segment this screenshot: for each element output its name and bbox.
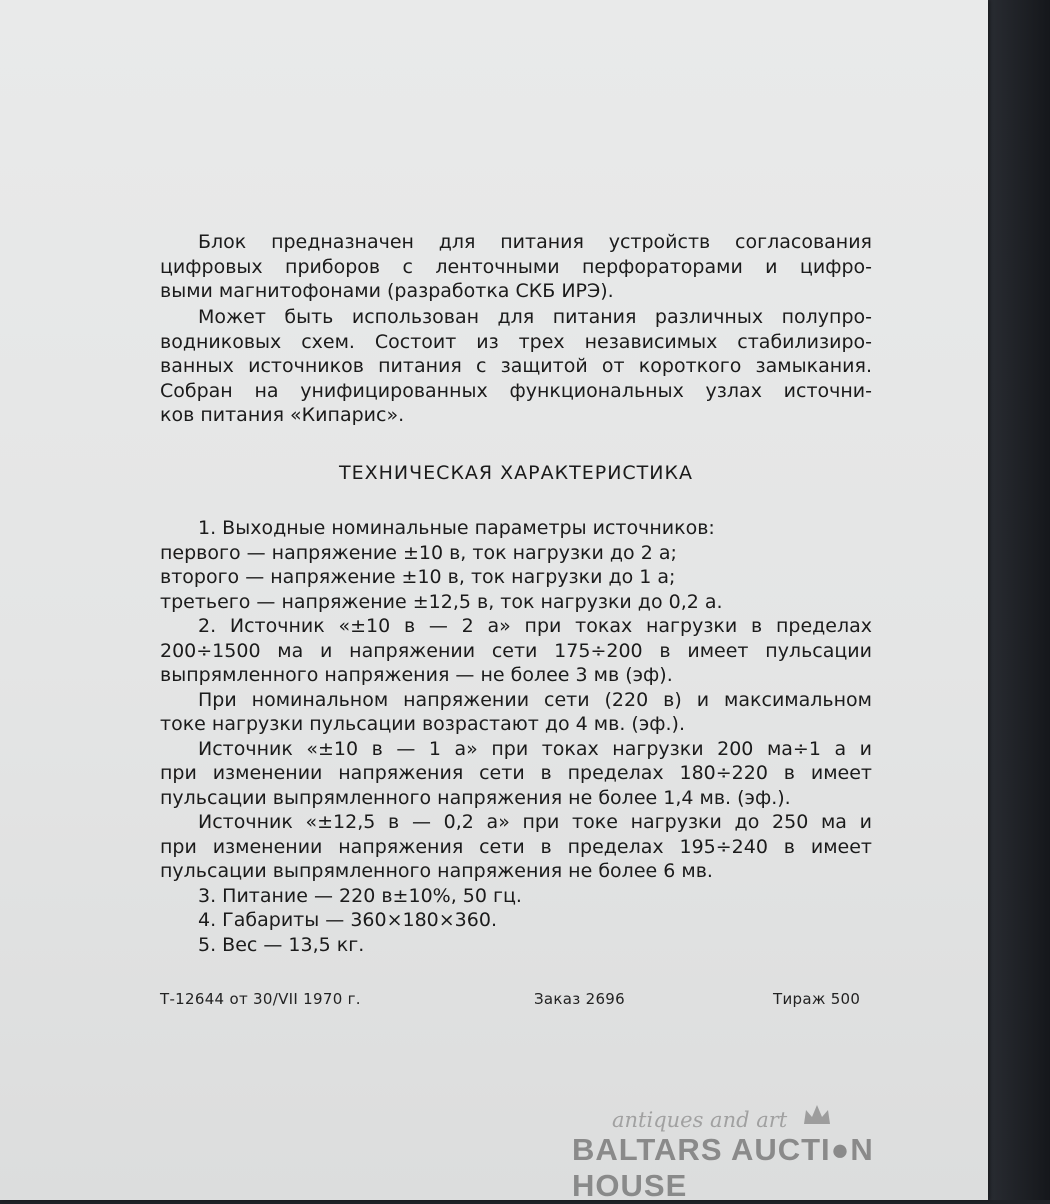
spec-line: выпрямленного напряжения — не более 3 мв (эф). xyxy=(160,664,673,686)
text-line: Собран на унифицированных функциональных узлах источни- xyxy=(160,379,872,402)
spec-line: Источник «±12,5 в — 0,2 а» при токе нагрузки до 250 ма и xyxy=(198,811,872,833)
spec-line: пульсации выпрямленного напряжения не более 6 мв. xyxy=(160,860,713,882)
watermark-logo: BALTARS AUCTI●N HOUSE xyxy=(572,1132,874,1203)
text-line: Может быть использован для питания различных полупро- xyxy=(198,306,872,328)
spec-line: 3. Питание — 220 в±10%, 50 гц. xyxy=(198,884,522,907)
spec-line: третьего — напряжение ±12,5 в, ток нагрузки до 0,2 а. xyxy=(160,590,723,613)
section-title: ТЕХНИЧЕСКАЯ ХАРАКТЕРИСТИКА xyxy=(339,462,693,484)
text-line: Блок предназначен для питания устройств согласования xyxy=(198,231,872,253)
text-line: ков питания «Кипарис». xyxy=(160,404,405,426)
spec-line: пульсации выпрямленного напряжения не более 1,4 мв. (эф.). xyxy=(160,786,791,809)
text-line: водниковых схем. Состоит из трех независимых стабилизиро- xyxy=(160,330,872,353)
watermark-script: antiques and art xyxy=(612,1108,788,1132)
text-line: выми магнитофонами (разработка СКБ ИРЭ). xyxy=(160,280,614,302)
spec-line: Источник «±10 в — 1 а» при токах нагрузки 200 ма÷1 а и xyxy=(198,737,872,760)
spec-line: 200÷1500 ма и напряжении сети 175÷200 в имеет пульсации xyxy=(160,639,872,662)
spec-line: первого — напряжение ±10 в, ток нагрузки до 2 а; xyxy=(160,541,677,564)
spec-line: 4. Габариты — 360×180×360. xyxy=(198,909,497,931)
spec-line: при изменении напряжения сети в пределах 180÷220 в имеет xyxy=(160,762,872,784)
intro-paragraph-2 xyxy=(160,305,872,428)
spec-line: 1. Выходные номинальные параметры источников: xyxy=(198,517,715,539)
intro-paragraph-1 xyxy=(160,230,872,304)
spec-line: токе нагрузки пульсации возрастают до 4 мв. (эф.). xyxy=(160,713,685,735)
specs-list xyxy=(160,516,872,957)
print-run: Тираж 500 xyxy=(773,990,861,1008)
text-line: ванных источников питания с защитой от короткого замыкания. xyxy=(160,355,872,377)
order-number: Заказ 2696 xyxy=(534,990,625,1008)
spec-line: 5. Вес — 13,5 кг. xyxy=(198,933,365,956)
crown-icon xyxy=(802,1102,832,1128)
spec-line: при изменении напряжения сети в пределах 195÷240 в имеет xyxy=(160,835,872,858)
background-edge xyxy=(985,0,1050,1200)
spec-line: 2. Источник «±10 в — 2 а» при токах нагрузки в пределах xyxy=(198,615,872,637)
text-line: цифровых приборов с ленточными перфораторами и цифро- xyxy=(160,255,872,278)
spec-line: второго — напряжение ±10 в, ток нагрузки до 1 а; xyxy=(160,566,676,588)
order-reference: Т-12644 от 30/VII 1970 г. xyxy=(160,990,361,1008)
spec-line: При номинальном напряжении сети (220 в) и максимальном xyxy=(198,688,872,711)
